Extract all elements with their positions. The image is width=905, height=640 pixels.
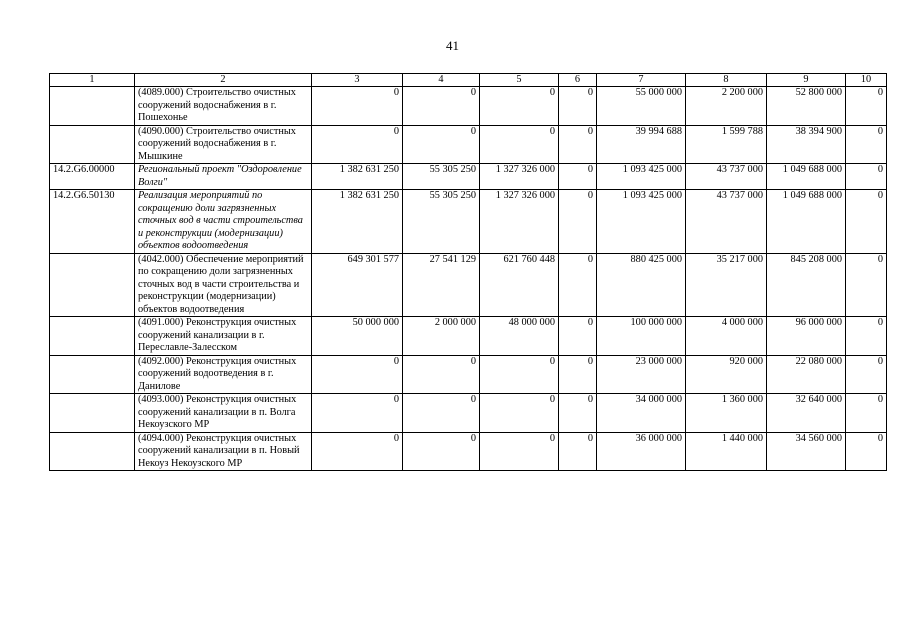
row-value: 0 — [846, 317, 887, 356]
row-value: 55 305 250 — [403, 164, 480, 190]
table-row — [50, 394, 887, 433]
row-value: 34 560 000 — [767, 432, 846, 471]
row-value: 0 — [312, 394, 403, 433]
row-value: 0 — [312, 355, 403, 394]
row-value: 0 — [559, 394, 597, 433]
header-row — [50, 74, 887, 87]
row-value: 649 301 577 — [312, 253, 403, 317]
row-name: (4042.000) Обеспечение мероприятий по сокращению доли загрязненных сточных вод в части строительства и реконструкции (модернизации) объектов водоотведения — [135, 253, 312, 317]
row-value: 1 049 688 000 — [767, 190, 846, 254]
row-value: 1 093 425 000 — [597, 190, 686, 254]
row-value: 0 — [480, 432, 559, 471]
row-code: 14.2.G6.50130 — [50, 190, 135, 254]
row-value: 34 000 000 — [597, 394, 686, 433]
column-header: 5 — [480, 74, 559, 87]
row-value: 1 382 631 250 — [312, 164, 403, 190]
row-value: 0 — [846, 253, 887, 317]
row-name: Реализация мероприятий по сокращению доли загрязненных сточных вод в части строительства и реконструкции (модернизации) объектов водоотведения — [135, 190, 312, 254]
page-number: 41 — [446, 38, 459, 53]
row-value: 0 — [312, 432, 403, 471]
table-row — [50, 125, 887, 164]
column-header: 2 — [135, 74, 312, 87]
table-row — [50, 190, 887, 254]
table-row — [50, 253, 887, 317]
row-code — [50, 87, 135, 126]
row-value: 23 000 000 — [597, 355, 686, 394]
row-value: 2 200 000 — [686, 87, 767, 126]
row-value: 1 440 000 — [686, 432, 767, 471]
row-value: 0 — [846, 190, 887, 254]
row-value: 0 — [480, 125, 559, 164]
table-body — [50, 87, 887, 471]
column-header: 7 — [597, 74, 686, 87]
row-name: (4089.000) Строительство очистных сооружений водоснабжения в г. Пошехонье — [135, 87, 312, 126]
row-value: 0 — [846, 394, 887, 433]
row-value: 1 599 788 — [686, 125, 767, 164]
table-row — [50, 317, 887, 356]
row-value: 0 — [559, 432, 597, 471]
row-code — [50, 355, 135, 394]
row-name: (4091.000) Реконструкция очистных сооружений канализации в г. Переславле-Залесском — [135, 317, 312, 356]
row-code — [50, 394, 135, 433]
row-code — [50, 432, 135, 471]
table-row — [50, 432, 887, 471]
row-value: 1 360 000 — [686, 394, 767, 433]
budget-table — [49, 73, 887, 471]
row-value: 880 425 000 — [597, 253, 686, 317]
column-header: 1 — [50, 74, 135, 87]
row-code — [50, 253, 135, 317]
row-value: 0 — [846, 164, 887, 190]
table-row — [50, 87, 887, 126]
row-value: 0 — [559, 253, 597, 317]
row-value: 0 — [559, 164, 597, 190]
row-value: 0 — [312, 87, 403, 126]
row-value: 920 000 — [686, 355, 767, 394]
row-value: 845 208 000 — [767, 253, 846, 317]
row-code: 14.2.G6.00000 — [50, 164, 135, 190]
row-value: 621 760 448 — [480, 253, 559, 317]
row-value: 39 994 688 — [597, 125, 686, 164]
row-value: 0 — [846, 87, 887, 126]
row-value: 1 049 688 000 — [767, 164, 846, 190]
row-value: 43 737 000 — [686, 164, 767, 190]
column-header: 9 — [767, 74, 846, 87]
column-header: 3 — [312, 74, 403, 87]
row-value: 0 — [480, 394, 559, 433]
row-value: 0 — [403, 432, 480, 471]
row-code — [50, 317, 135, 356]
row-value: 0 — [480, 87, 559, 126]
row-value: 35 217 000 — [686, 253, 767, 317]
row-value: 0 — [846, 125, 887, 164]
row-value: 1 382 631 250 — [312, 190, 403, 254]
column-header: 8 — [686, 74, 767, 87]
row-value: 43 737 000 — [686, 190, 767, 254]
row-name: (4092.000) Реконструкция очистных сооружений водоотведения в г. Данилове — [135, 355, 312, 394]
row-value: 48 000 000 — [480, 317, 559, 356]
row-value: 27 541 129 — [403, 253, 480, 317]
row-value: 32 640 000 — [767, 394, 846, 433]
row-name: (4090.000) Строительство очистных сооружений водоснабжения в г. Мышкине — [135, 125, 312, 164]
row-value: 96 000 000 — [767, 317, 846, 356]
row-code — [50, 125, 135, 164]
row-value: 55 305 250 — [403, 190, 480, 254]
row-value: 4 000 000 — [686, 317, 767, 356]
row-value: 38 394 900 — [767, 125, 846, 164]
row-value: 0 — [846, 355, 887, 394]
table-row — [50, 164, 887, 190]
row-value: 0 — [559, 355, 597, 394]
row-value: 0 — [403, 355, 480, 394]
row-value: 100 000 000 — [597, 317, 686, 356]
column-header: 4 — [403, 74, 480, 87]
column-header: 6 — [559, 74, 597, 87]
row-value: 0 — [312, 125, 403, 164]
row-value: 2 000 000 — [403, 317, 480, 356]
row-value: 0 — [559, 125, 597, 164]
row-value: 50 000 000 — [312, 317, 403, 356]
row-value: 0 — [559, 190, 597, 254]
row-name: (4093.000) Реконструкция очистных сооружений канализации в п. Волга Некоузского МР — [135, 394, 312, 433]
row-value: 22 080 000 — [767, 355, 846, 394]
row-value: 0 — [403, 87, 480, 126]
row-value: 55 000 000 — [597, 87, 686, 126]
table-row — [50, 355, 887, 394]
row-value: 1 327 326 000 — [480, 164, 559, 190]
row-value: 1 093 425 000 — [597, 164, 686, 190]
column-header: 10 — [846, 74, 887, 87]
row-name: (4094.000) Реконструкция очистных сооружений канализации в п. Новый Некоуз Некоузского МР — [135, 432, 312, 471]
row-name: Региональный проект "Оздоровление Волги" — [135, 164, 312, 190]
row-value: 0 — [559, 317, 597, 356]
row-value: 0 — [846, 432, 887, 471]
row-value: 0 — [480, 355, 559, 394]
row-value: 36 000 000 — [597, 432, 686, 471]
row-value: 0 — [403, 394, 480, 433]
row-value: 0 — [403, 125, 480, 164]
row-value: 52 800 000 — [767, 87, 846, 126]
row-value: 1 327 326 000 — [480, 190, 559, 254]
row-value: 0 — [559, 87, 597, 126]
